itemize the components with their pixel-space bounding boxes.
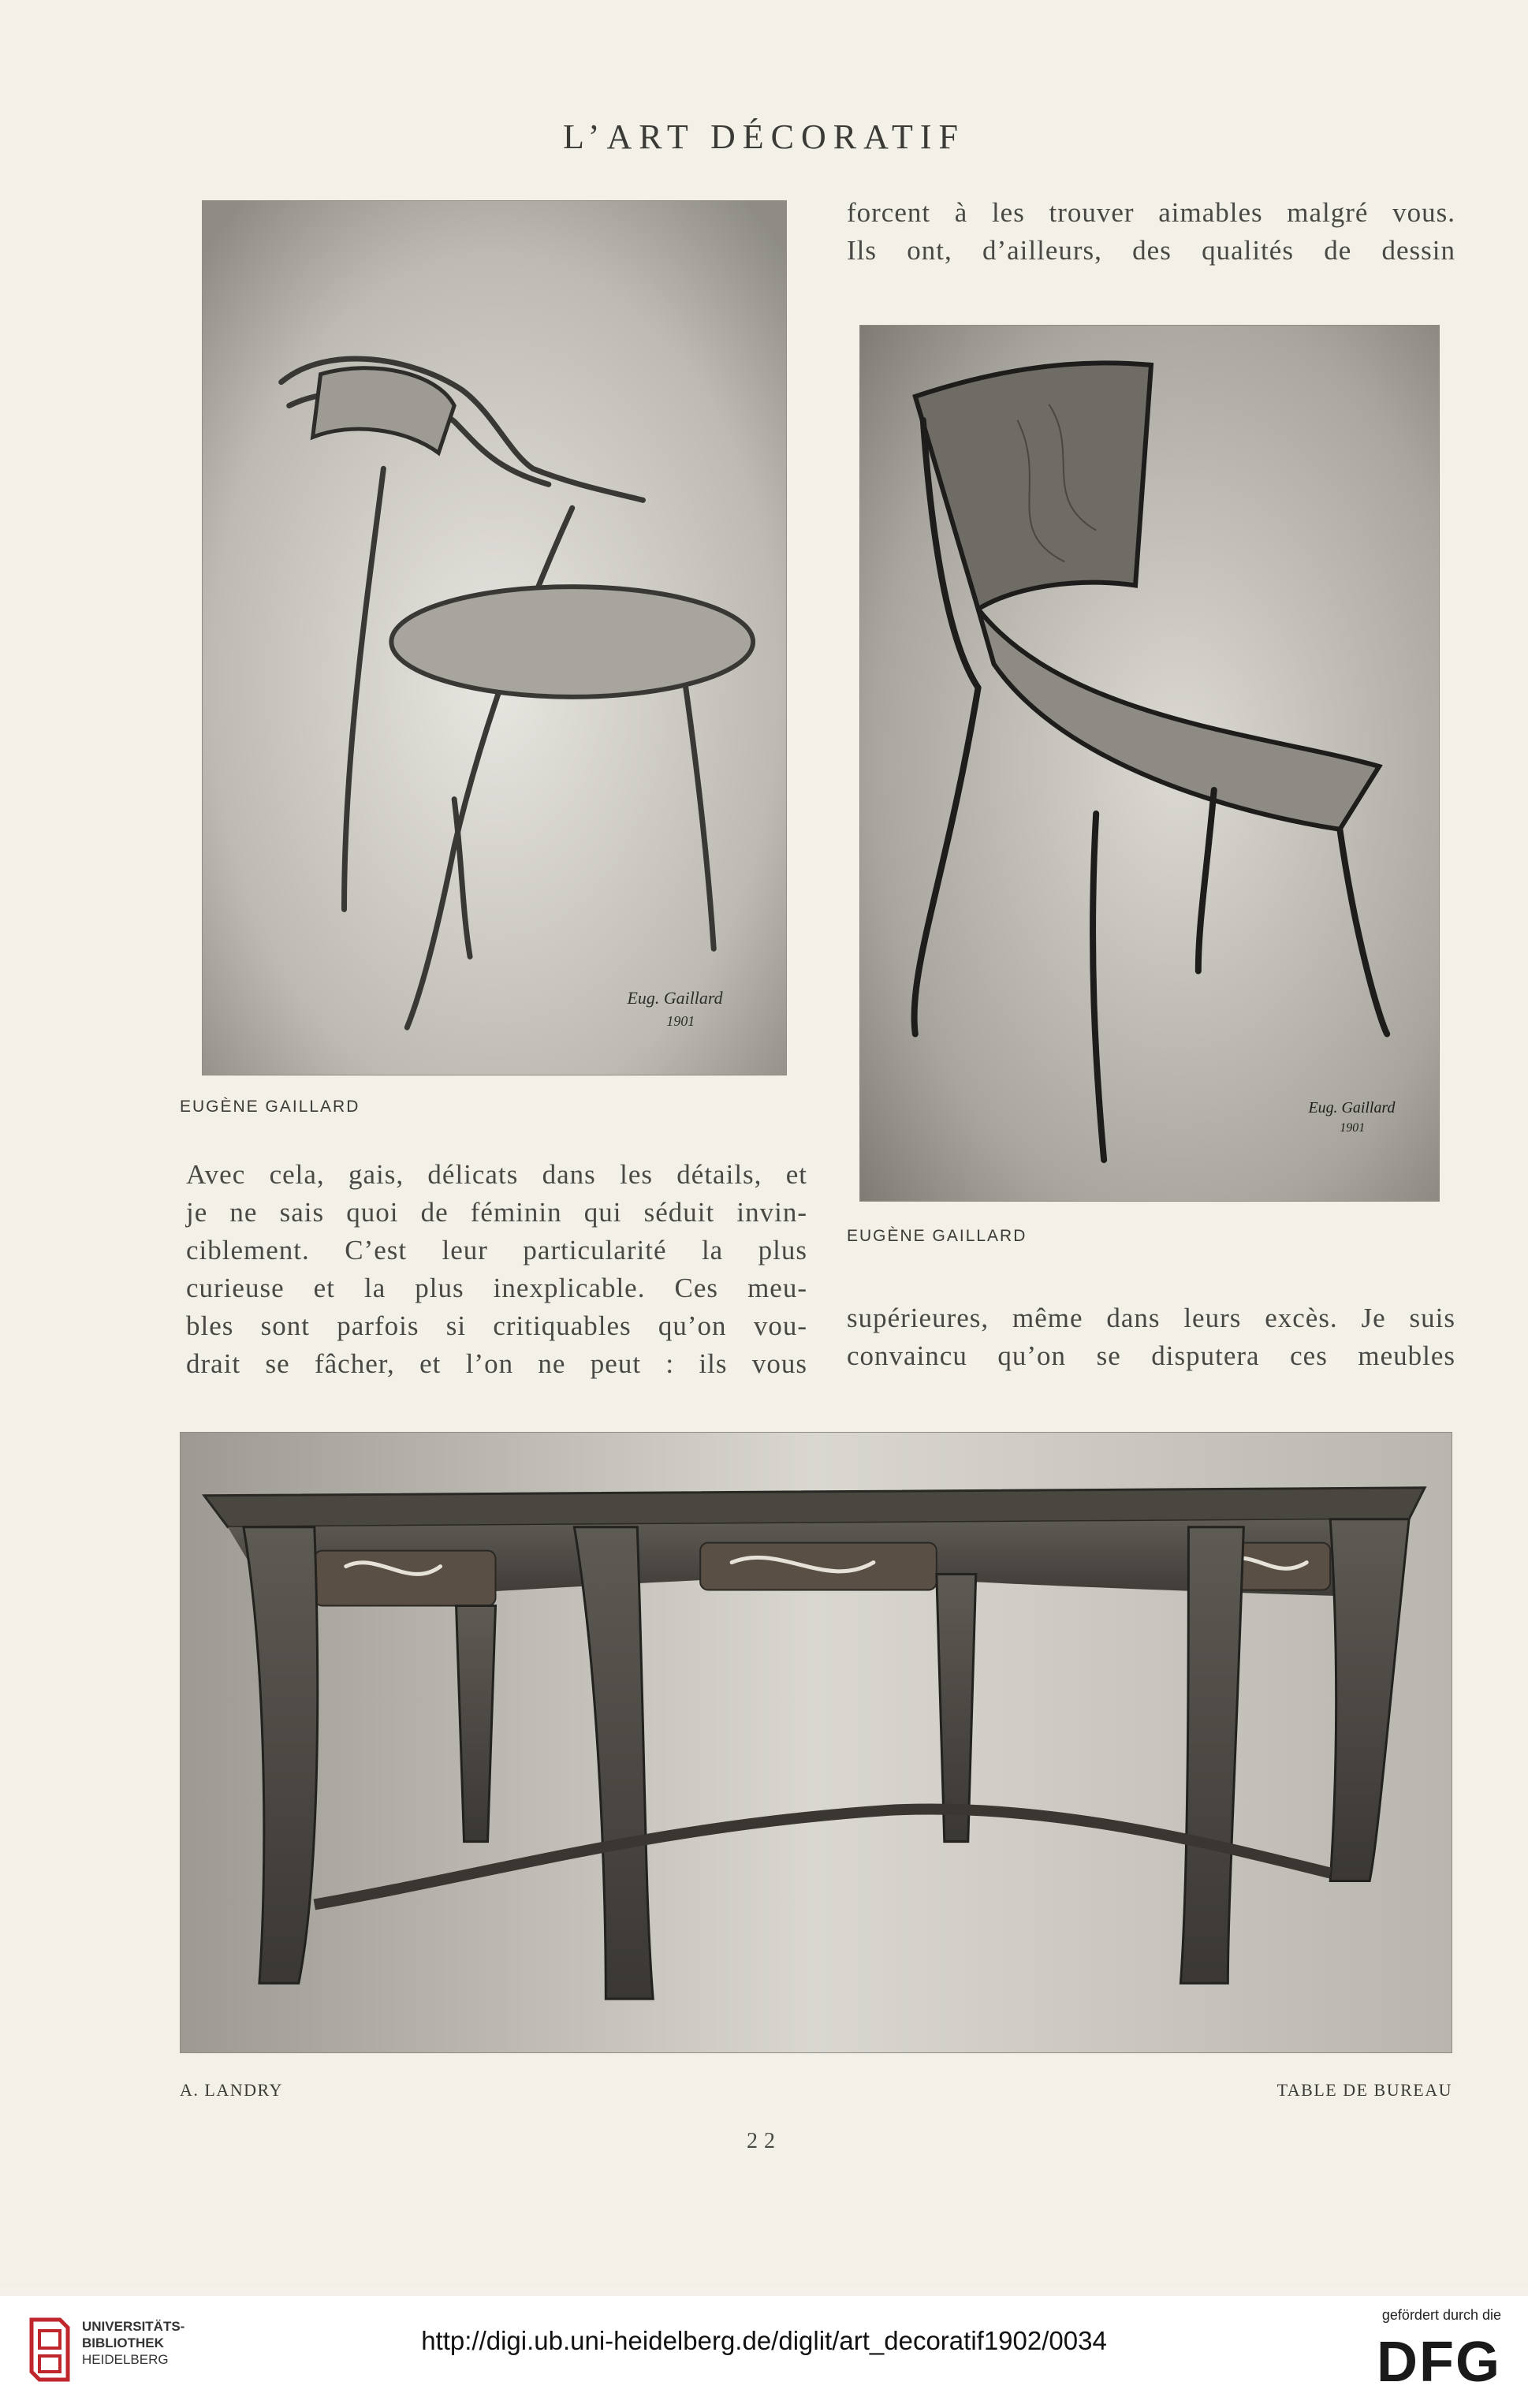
table-caption-right: TABLE DE BUREAU bbox=[1276, 2080, 1452, 2100]
armchair-drawing bbox=[203, 201, 786, 1075]
text-line: supérieures, même dans leurs excès. Je suis bbox=[847, 1303, 1455, 1333]
text-line: ciblement. C’est leur particularité la plus bbox=[186, 1235, 807, 1266]
text-line: curieuse et la plus inexplicable. Ces meu- bbox=[186, 1273, 807, 1303]
funded-by-label: gefördert durch die bbox=[1381, 2307, 1501, 2323]
left-chair-plate bbox=[202, 200, 787, 1075]
writing-table-photo bbox=[181, 1433, 1452, 2052]
text-line: Ils ont, d’ailleurs, des qualités de dessin bbox=[847, 235, 1455, 266]
side-chair-drawing bbox=[860, 326, 1439, 1201]
page-number: 22 bbox=[747, 2129, 781, 2153]
running-head: L’ART DÉCORATIF bbox=[562, 117, 966, 156]
right-chair-signature: Eug. Gaillard bbox=[1308, 1099, 1396, 1117]
footer-bar bbox=[0, 2296, 1528, 2408]
right-column-top-text bbox=[847, 194, 1455, 270]
text-line: je ne sais quoi de féminin qui séduit invin- bbox=[186, 1197, 807, 1228]
left-chair-signature-date: 1901 bbox=[666, 1013, 695, 1030]
right-chair-signature-date: 1901 bbox=[1340, 1121, 1366, 1135]
left-chair-caption: EUGÈNE GAILLARD bbox=[180, 1098, 360, 1116]
text-line: forcent à les trouver aimables malgré vous. bbox=[847, 197, 1455, 228]
text-line: Avec cela, gais, délicats dans les détails, et bbox=[186, 1159, 807, 1190]
table-caption-left: A. LANDRY bbox=[180, 2080, 283, 2100]
text-line: convaincu qu’on se disputera ces meubles bbox=[847, 1340, 1455, 1371]
library-name-line: UNIVERSITÄTS- bbox=[82, 2319, 185, 2334]
library-name-line: BIBLIOTHEK bbox=[82, 2335, 164, 2350]
text-line: drait se fâcher, et l’on ne peut : ils vous bbox=[186, 1348, 807, 1379]
text-line: bles sont parfois si critiquables qu’on vou- bbox=[186, 1310, 807, 1341]
right-column-bottom-text bbox=[847, 1299, 1455, 1375]
left-column-text bbox=[186, 1156, 807, 1383]
dfg-logo[interactable]: DFG bbox=[1377, 2331, 1501, 2394]
right-chair-plate bbox=[859, 325, 1440, 1202]
library-name-line: HEIDELBERG bbox=[82, 2352, 169, 2367]
permalink-url[interactable]: http://digi.ub.uni-heidelberg.de/diglit/art_decoratif1902/0034 bbox=[421, 2326, 1107, 2355]
left-chair-signature: Eug. Gaillard bbox=[627, 988, 723, 1008]
writing-table-plate bbox=[180, 1432, 1452, 2053]
right-chair-caption: EUGÈNE GAILLARD bbox=[847, 1227, 1027, 1245]
